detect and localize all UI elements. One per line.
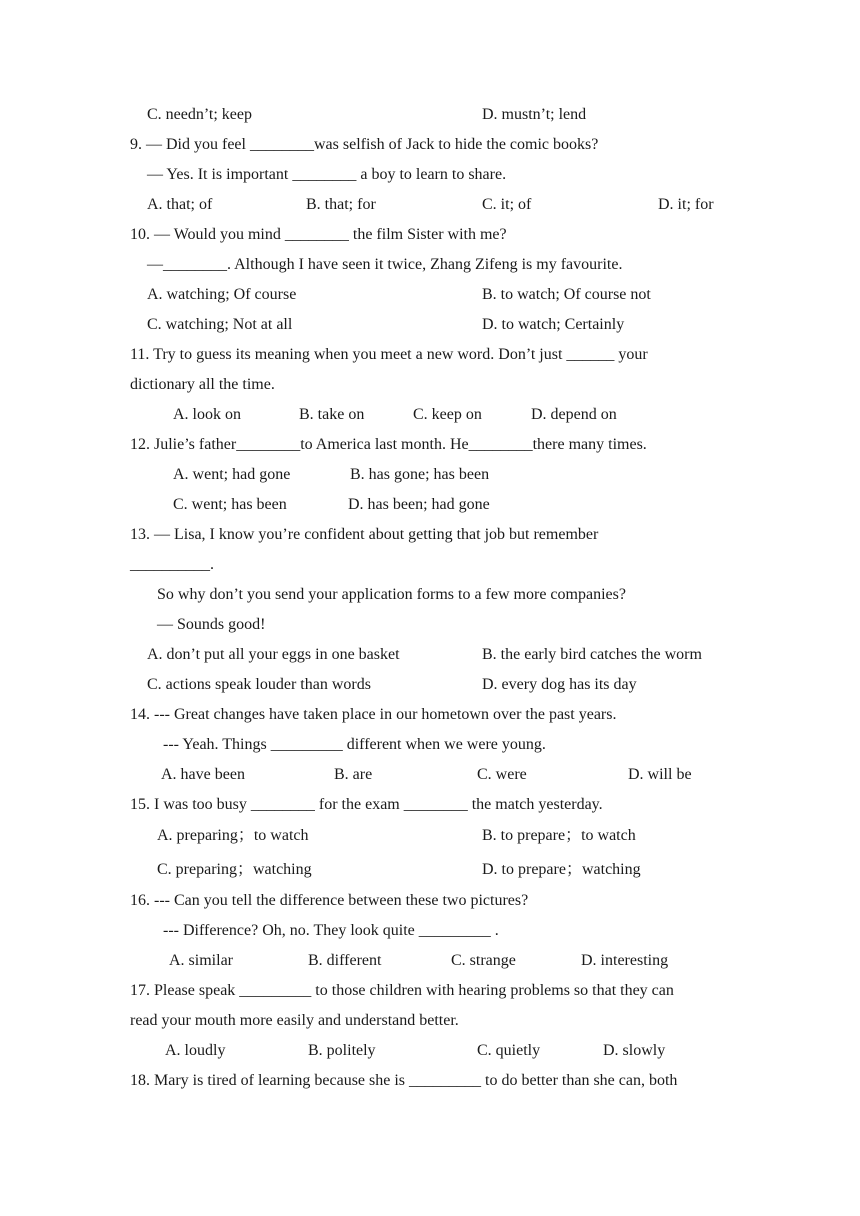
answer-option: C. watching; Not at all <box>147 316 293 333</box>
answer-option: B. that; for <box>306 196 376 213</box>
answer-option: A. loudly <box>165 1042 226 1059</box>
answer-option: B. to prepare；to watch <box>482 827 636 844</box>
answer-option: C. strange <box>451 952 516 969</box>
answer-option: A. went; had gone <box>173 466 291 483</box>
question-text: 9. — Did you feel ________was selfish of Jack to hide the comic books? <box>130 136 599 153</box>
question-text: --- Difference? Oh, no. They look quite _________ . <box>163 922 499 939</box>
question-text: dictionary all the time. <box>130 376 275 393</box>
answer-option: A. have been <box>161 766 245 783</box>
answer-option: B. take on <box>299 406 365 423</box>
question-text: read your mouth more easily and understand better. <box>130 1012 459 1029</box>
answer-option: D. every dog has its day <box>482 676 637 693</box>
answer-option: B. are <box>334 766 373 783</box>
answer-option: D. it; for <box>658 196 714 213</box>
answer-option: A. preparing；to watch <box>157 827 309 844</box>
question-text: 16. --- Can you tell the difference between these two pictures? <box>130 892 529 909</box>
question-text: 14. --- Great changes have taken place in our hometown over the past years. <box>130 706 617 723</box>
question-text: 18. Mary is tired of learning because she is _________ to do better than she can, both <box>130 1072 678 1089</box>
answer-option: B. the early bird catches the worm <box>482 646 702 663</box>
answer-option: D. to watch; Certainly <box>482 316 625 333</box>
answer-option: C. needn’t; keep <box>147 106 253 123</box>
answer-option: A. watching; Of course <box>147 286 297 303</box>
question-text: So why don’t you send your application forms to a few more companies? <box>157 586 626 603</box>
answer-option: C. went; has been <box>173 496 287 513</box>
answer-option: A. that; of <box>147 196 213 213</box>
question-text: --- Yeah. Things _________ different when we were young. <box>163 736 546 753</box>
answer-option: B. politely <box>308 1042 376 1059</box>
answer-option: C. it; of <box>482 196 532 213</box>
question-text: 13. — Lisa, I know you’re confident about getting that job but remember <box>130 526 599 543</box>
question-text: 12. Julie’s father________to America last month. He________there many times. <box>130 436 647 453</box>
question-text: —________. Although I have seen it twice, Zhang Zifeng is my favourite. <box>147 256 623 273</box>
answer-option: A. similar <box>169 952 233 969</box>
answer-option: B. different <box>308 952 382 969</box>
answer-option: D. interesting <box>581 952 669 969</box>
question-text: 11. Try to guess its meaning when you meet a new word. Don’t just ______ your <box>130 346 648 363</box>
answer-option: A. don’t put all your eggs in one basket <box>147 646 400 663</box>
answer-option: D. to prepare；watching <box>482 861 641 878</box>
answer-option: B. has gone; has been <box>350 466 490 483</box>
answer-option: C. keep on <box>413 406 482 423</box>
question-text: 17. Please speak _________ to those children with hearing problems so that they can <box>130 982 674 999</box>
answer-option: C. preparing；watching <box>157 861 312 878</box>
answer-option: C. actions speak louder than words <box>147 676 371 693</box>
answer-option: B. to watch; Of course not <box>482 286 651 303</box>
answer-option: D. depend on <box>531 406 617 423</box>
question-text: — Sounds good! <box>157 616 266 633</box>
answer-option: C. were <box>477 766 527 783</box>
answer-option: D. will be <box>628 766 692 783</box>
answer-option: C. quietly <box>477 1042 541 1059</box>
question-text: 10. — Would you mind ________ the film Sister with me? <box>130 226 507 243</box>
question-text: __________. <box>130 556 214 573</box>
answer-option: D. slowly <box>603 1042 666 1059</box>
answer-option: A. look on <box>173 406 241 423</box>
answer-option: D. mustn’t; lend <box>482 106 587 123</box>
answer-option: D. has been; had gone <box>348 496 490 513</box>
question-text: 15. I was too busy ________ for the exam ________ the match yesterday. <box>130 796 603 813</box>
question-text: — Yes. It is important ________ a boy to learn to share. <box>147 166 507 183</box>
